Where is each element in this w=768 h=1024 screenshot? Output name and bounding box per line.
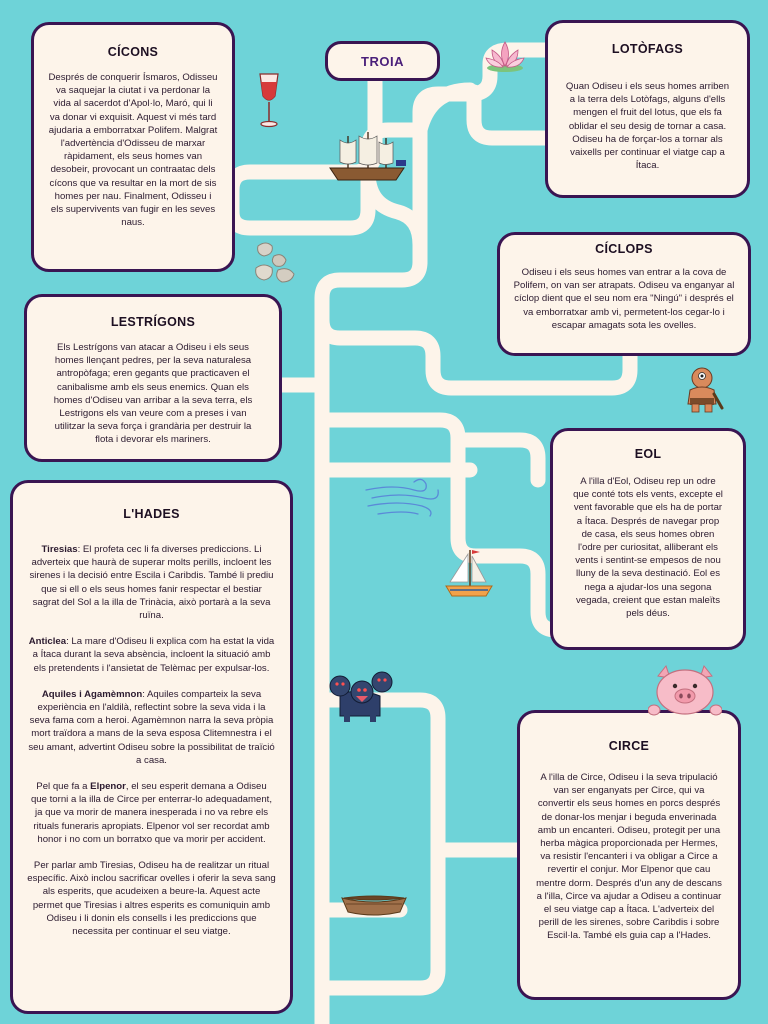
card-lotofags bbox=[545, 20, 750, 198]
hades-ritual: Per parlar amb Tiresias, Odiseu ha de realitzar un ritual específic. Això inclou sacrificar ovelles i oferir la seva sang als esperits, que acudeixen a beure-la. Aquest acte permet que Tiresias i altres esperits es comuniquin amb Odiseu i li donin els consells i les prediccions que necessita per continuar el seu viatge. bbox=[27, 860, 276, 938]
sailing-ship-icon bbox=[326, 130, 408, 188]
start-troia: TROIA bbox=[325, 41, 440, 81]
cyclops-icon bbox=[680, 364, 724, 414]
card-title: CÍCONS bbox=[107, 45, 159, 59]
card-hades bbox=[10, 480, 293, 1014]
card-title: LESTRÍGONS bbox=[110, 315, 196, 329]
card-cicons bbox=[31, 22, 235, 272]
wine-glass-icon bbox=[256, 72, 282, 130]
sailboat-icon bbox=[444, 546, 494, 600]
hades-tiresias: Tiresias: El profeta cec li fa diverses prediccions. Li adverteix que haurà de superar molts perills, incloent les sirenes i la decisió entre Escila i Caribdis. També li prediu que si ell o els seus homes fanir respectar el bestiar sagrat del Sol a la illa de Trinàcia, això portarà a la seva ruïna. bbox=[29, 544, 274, 622]
card-text: Quan Odiseu i els seus homes arriben a la terra dels Lotòfags, alguns d'ells mengen el fruit del lotus, que els fa oblidar el seu desig de tornar a casa. Odiseu ha de forçar-los a tornar als vaixells per continuar el viatge cap a Ítaca. bbox=[565, 81, 730, 172]
card-title: CÍCLOPS bbox=[595, 242, 653, 256]
card-text: Els Lestrígons van atacar a Odiseu i els seus homes llençant pedres, per la seva naturalesa antropòfaga; eren gegants que practicaven el canibalisme amb els seus enemics. Quan els homes d'Odiseu van arribar a la seva terra, els Lestrigons els van veure com a preses i van utilitzar la seva força i grandària per destruir la flota i devorar els mariners. bbox=[53, 342, 253, 446]
card-text: A l'illa d'Eol, Odiseu rep un odre que conté tots els vents, excepte el vent favorable que els ha de portar a Ítaca. Després de navegar prop de casa, els seus homes obren l'odre per curiositat, alliberant els vents i sentint-se empesos de nou lluny de la seva destinació. Eol es nega a ajudar-los una segona vegada, creient que estan maleïts pels déus. bbox=[573, 476, 723, 620]
card-lestrigons bbox=[24, 294, 282, 462]
hades-elpenor: Pel que fa a Elpenor, el seu esperit demana a Odiseu que torni a la illa de Circe per enterrar-lo adequadament, ja que va morir de manera inesperada i no va rebre els rituals funeraris apropiats. Elpenor vol ser recordat amb honor i no com un borratxo que va morir per accident. bbox=[30, 781, 273, 845]
card-text: Odiseu i els seus homes van entrar a la cova de Polifem, on van ser atrapats. Odiseu va enganyar al cíclop dient que el seu nom era "Ningú" i després el va emborratxar amb vi, permetent-los cegar-lo i escapar amagats sota les ovelles. bbox=[513, 267, 735, 331]
card-ciclops bbox=[497, 232, 751, 356]
card-title: L'HADES bbox=[123, 507, 180, 521]
wind-icon bbox=[364, 470, 448, 522]
card-title: EOL bbox=[634, 447, 662, 461]
hades-aquiles: Aquiles i Agamèmnon: Aquiles comparteix la seva experiència en l'aldilà, reflectint sobre la seva vida i la seva fama com a heroi. Agamèmnon narra la seva pròpia mort traïdora a mans de la seva esposa Clitemnestra i el seu amant, advertint Odiseu sobre la possibilitat de traïció a casa. bbox=[28, 688, 275, 766]
card-eol bbox=[550, 428, 746, 650]
pig-icon bbox=[648, 664, 722, 718]
card-title: LOTÒFAGS bbox=[611, 42, 684, 56]
card-title: CIRCE bbox=[608, 739, 650, 753]
lotus-icon bbox=[484, 38, 526, 74]
hades-anticlea: Anticlea: La mare d'Odiseu li explica com ha estat la vida a Ítaca durant la seva absència, incloent la situació amb els pretendents i l'ansietat de Telèmac per expulsar-los. bbox=[28, 636, 275, 674]
stones-icon bbox=[252, 240, 296, 284]
rowboat-icon bbox=[340, 888, 408, 918]
card-text: A l'illa de Circe, Odiseu i la seva tripulació van ser enganyats per Circe, qui va convertir els seus homes en porcs després de donar-los menjar i beguda enverinada amb un encanteri. Odiseu, protegit per una herba màgica proporcionada per Hermes, va resistir l'encanteri i va obligar a Circe a revertir el conjur. Mor Elpenor que cau mentre dorm. Després d'un any de descans a l'illa, Circe va ajudar a Odiseu a continuar el seu viatge cap a Ítaca. L'adverteix del perill de les sirenes, sobre Caribdis i sobre Escil·la. També els guia cap a l'Hades. bbox=[536, 772, 722, 942]
cerberus-icon bbox=[324, 664, 398, 724]
card-circe bbox=[517, 710, 741, 1000]
card-text: Després de conquerir Ísmaros, Odisseu va saquejar la ciutat i va perdonar la vida al sacerdot d'Apol·lo, Maró, qui li va donar vi exquisit. Aquest vi més tard ajudaria a emborratxar Polifem. Malgrat l'advertència d'Odisseu de marxar ràpidament, els seus homes van desobeir, provocant un contraatac dels cícons que va resultar en la mort de sis homes per nau. Finalment, Odisseu i els supervivents van fugir en les seves naus. bbox=[48, 72, 218, 229]
